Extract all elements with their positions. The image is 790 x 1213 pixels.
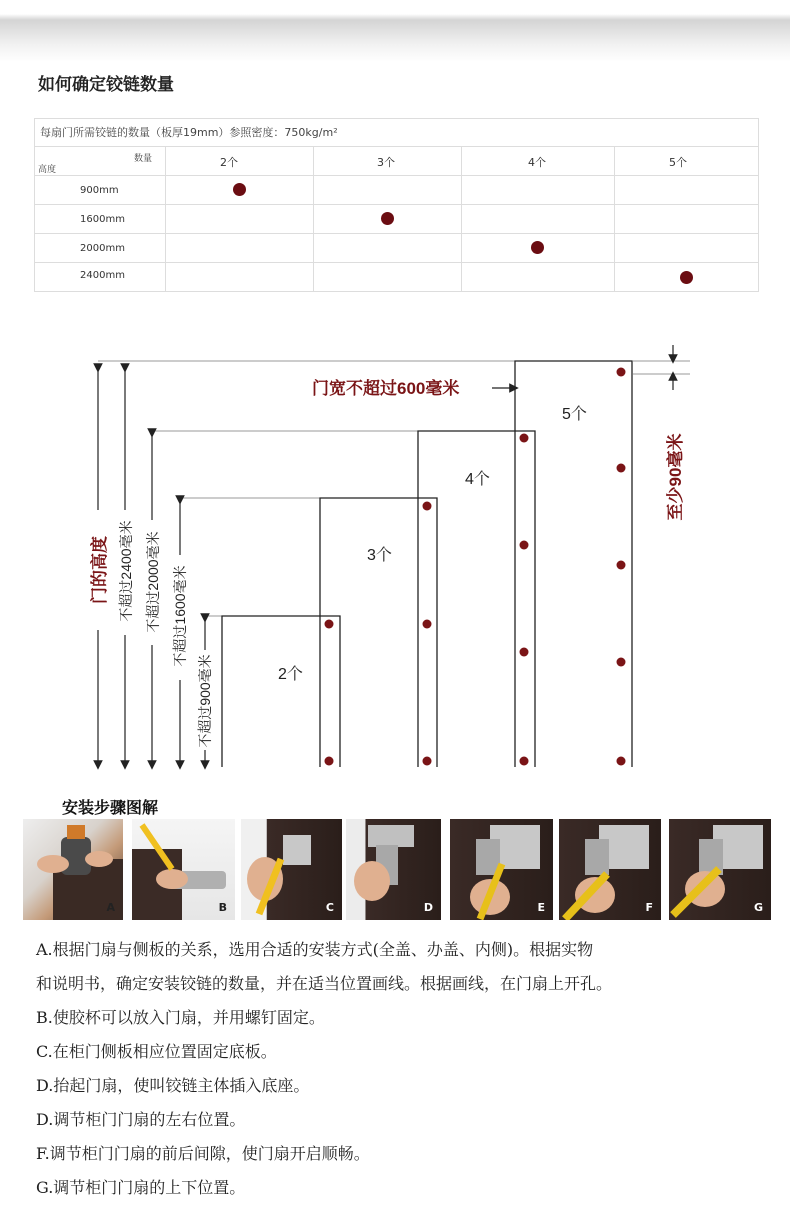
door-label-3: 3个 [367, 547, 392, 564]
door-height-label: 门的高度 [90, 536, 109, 604]
photo-letter: C [325, 901, 334, 914]
hinge-dot [423, 757, 432, 766]
photo-letter: E [537, 901, 545, 914]
hinge-count-dot [381, 212, 394, 225]
hinge-count-dot [531, 241, 544, 254]
hinge-dot [617, 757, 626, 766]
table-grid-line [34, 118, 35, 292]
hinge-dot [520, 648, 529, 657]
hinge-dot [325, 757, 334, 766]
hinge-dot [617, 464, 626, 473]
top-shadow-bar [0, 0, 790, 62]
table-grid-line [461, 146, 462, 292]
edge-note: 至少90毫米 [666, 433, 685, 521]
photo-letter: D [423, 901, 433, 914]
step-text-b: B.使胶杯可以放入门扇，并用螺钉固定。 [36, 1008, 325, 1027]
door-1600 [320, 498, 437, 767]
corner-header-quantity: 数量 [134, 154, 153, 164]
table-grid-line [34, 118, 759, 119]
hinge-quantity-table [34, 118, 759, 292]
step-photo-d [346, 819, 441, 920]
corner-header-height: 高度 [38, 165, 57, 175]
hinge-count-dot [233, 183, 246, 196]
hinge-dot [520, 541, 529, 550]
row-label-2400: 2400mm [80, 270, 125, 281]
photo-letter: B [218, 901, 227, 914]
step-photo-f [559, 819, 661, 920]
step-text-d: D.抬起门扇，使叫铰链主体插入底座。 [36, 1076, 310, 1095]
hinge-dot [325, 620, 334, 629]
column-header-2: 2个 [220, 156, 238, 169]
table-grid-line [165, 146, 166, 292]
step-photo-c [241, 819, 342, 920]
table-grid-line [34, 146, 759, 147]
step-photo-a [23, 819, 123, 920]
hinge-count-dot [680, 271, 693, 284]
step-text-g: G.调节柜门门扇的上下位置。 [36, 1178, 246, 1197]
limit-label-1600: 不超过1600毫米 [172, 565, 188, 667]
hinge-dot [520, 757, 529, 766]
table-grid-line [313, 146, 314, 292]
limit-label-2400: 不超过2400毫米 [118, 520, 134, 622]
step-text-a1: A.根据门扇与侧板的关系，选用合适的安装方式(全盖、办盖、内侧)。根据实物 [36, 940, 594, 959]
table-grid-line [34, 233, 759, 234]
step-photo-e [450, 819, 553, 920]
column-header-5: 5个 [669, 156, 687, 169]
column-header-3: 3个 [377, 156, 395, 169]
hinge-dot [423, 502, 432, 511]
table-grid-line [34, 204, 759, 205]
hinge-dot [423, 620, 432, 629]
column-header-4: 4个 [528, 156, 546, 169]
step-text-f: F.调节柜门门扇的前后间隙，使门扇开启顺畅。 [36, 1144, 370, 1163]
row-label-2000: 2000mm [80, 243, 125, 254]
door-label-4: 4个 [465, 471, 490, 488]
install-section-title: 安装步骤图解 [62, 798, 159, 817]
door-900 [222, 616, 340, 767]
step-photo-b [132, 819, 235, 920]
hinge-dot [520, 434, 529, 443]
row-label-1600: 1600mm [80, 214, 125, 225]
step-text-d2: D.调节柜门门扇的左右位置。 [36, 1110, 246, 1129]
limit-label-900: 不超过900毫米 [197, 654, 213, 748]
hinge-dot [617, 561, 626, 570]
table-grid-line [34, 291, 759, 292]
step-text-c: C.在柜门侧板相应位置固定底板。 [36, 1042, 277, 1061]
table-grid-line [34, 262, 759, 263]
table-grid-line [34, 175, 759, 176]
width-note: 门宽不超过600毫米 [312, 379, 460, 398]
hinge-placement-diagram [0, 330, 790, 775]
table-grid-line [614, 146, 615, 292]
page-title: 如何确定铰链数量 [38, 75, 174, 95]
hinge-dot [617, 368, 626, 377]
photo-letter: A [106, 901, 115, 914]
limit-label-2000: 不超过2000毫米 [145, 531, 161, 633]
photo-letter: G [753, 901, 763, 914]
install-steps [36, 933, 776, 1205]
hinge-dot [617, 658, 626, 667]
row-label-900: 900mm [80, 185, 119, 196]
door-label-5: 5个 [562, 406, 587, 423]
photo-letter: F [645, 901, 653, 914]
step-text-a2: 和说明书，确定安装铰链的数量，并在适当位置画线。根据画线，在门扇上开孔。 [36, 974, 613, 993]
table-grid-line [758, 118, 759, 292]
door-label-2: 2个 [278, 666, 303, 683]
step-photo-g [669, 819, 771, 920]
table-caption: 每扇门所需铰链的数量（板厚19mm）参照密度：750kg/m² [40, 126, 338, 139]
